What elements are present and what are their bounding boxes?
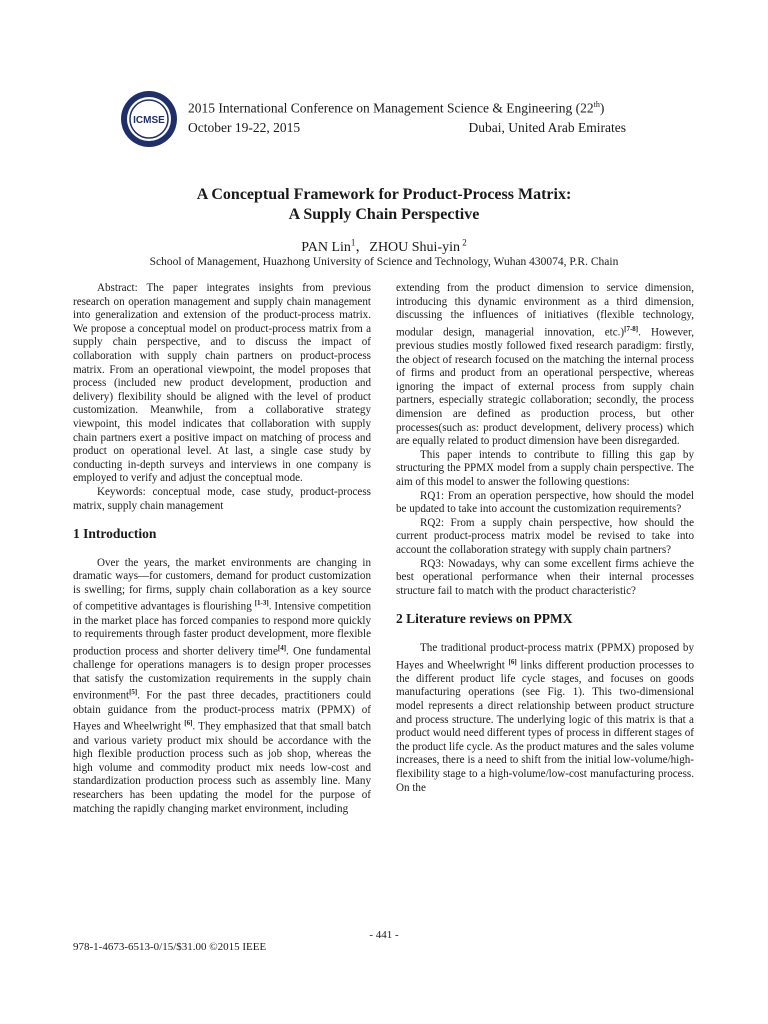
authors: PAN Lin$^1$，ZHOU Shui-yin $^2$ xyxy=(301,237,467,255)
aim-paragraph: This paper intends to contribute to filling this gap by structuring the PPMX model from a supply chain perspective. The aim of this model to answer the following questions: xyxy=(396,448,694,488)
svg-text:ICMSE: ICMSE xyxy=(133,115,165,126)
conference-name: 2015 International Conference on Management Science & Engineering (22th) xyxy=(188,100,605,116)
right-column xyxy=(396,282,694,795)
conference-place: Dubai, United Arab Emirates xyxy=(468,120,626,135)
research-question-2: RQ2: From a supply chain perspective, how should the current product-process matrix model be revised to take into account the collaboration strategy with supply chain partners? xyxy=(396,516,694,556)
left-column xyxy=(73,282,371,816)
conference-logo-icon xyxy=(120,90,178,148)
introduction-paragraph-continued: extending from the product dimension to service dimension, introducing this dynamic environment as a third dimension, discussing the influences of initiatives (flexible technology, modular design, managerial innovation, etc.)[7-8]. However, previous studies mostly followed fixed research paradigm: firstly, the object of research focused on the matching the internal process of firms and product from an operational perspective, whereas ignoring the impact of external process from supply chain partners, especially strategic collaboration; secondly, the process dimension are defined as production process, but other processes(such as: product development, delivery process) which are equally related to product dimension have been disregarded. xyxy=(396,282,694,448)
affiliation: School of Management, Huazhong University of Science and Technology, Wuhan 430074, P.R. Chain xyxy=(149,256,619,268)
conference-header xyxy=(120,90,640,150)
paper-title-line-1: A Conceptual Framework for Product-Process Matrix: xyxy=(196,186,572,203)
research-question-3: RQ3: Nowadays, why can some excellent firms achieve the best operational performance when their internal processes structure fail to match with the product characteristic? xyxy=(396,557,694,597)
literature-paragraph: The traditional product-process matrix (PPMX) proposed by Hayes and Wheelwright [6] links different production processes to the different product life cycle stages, and focuses on goods manufacturing operations (see Fig. 1). This two-dimensional model represents a direct relationship between product structure and process structure. The underlying logic of this matrix is that a product would need different types of process in different stages of the product life cycle. As the product matures and the sales volume increases, there is a need to shift from the initial low-volume/high-flexibility stage to a high-volume/low-cost manufacturing process. On the xyxy=(396,641,694,794)
introduction-paragraph: Over the years, the market environments are changing in dramatic ways—for customers, demand for product customization is swelling; for firms, supply chain collaboration as a key source of competitive advantages is flourishing [1-3]. Intensive competition in the market place has forced companies to respond more quickly to requirements through faster product development, more flexible production process and shorter delivery time[4]. One fundamental challenge for operations managers is to design proper processes that satisfy the customization requirements in the supply chain environment[5]. For the past three decades, practitioners could obtain guidance from the product-process matrix (PPMX) of Hayes and Wheelwright [6]. They emphasized that that small batch and various variety product mix should be accordance with the high flexible production process such as job shop, whereas the high volume and commodity product mix needs low-cost and standardization production process such as assembly line. Many researchers has been updating the model for the purpose of matching the rapidly changing market environment, including xyxy=(73,556,372,815)
abstract: Abstract: The paper integrates insights from previous research on operation management and supply chain management into generalization and extension of the product-process matrix. We propose a conceptual model on product-process matrix from a supply chain perspective, and to discuss the impact of collaboration with supply chain partners on product-process matrix. From an operational viewpoint, the model proposes that process (included new product development, production and delivery) flexibility should be aligned with the level of product customization. Meanwhile, from a collaborative strategy viewpoint, this model indicates that collaboration with supply chain partners exert a positive impact on matching of process and product on operational level. At last, a single case study by conducting in-depth surveys and interviews in one company is employed to verify and adjust the conceptual mode. xyxy=(73,282,371,485)
research-question-1: RQ1: From an operation perspective, how should the model be updated to take into account the customization requirements? xyxy=(396,489,694,516)
paper-title-line-2: A Supply Chain Perspective xyxy=(288,206,480,223)
section-heading-literature: 2 Literature reviews on PPMX xyxy=(396,611,573,627)
isbn-copyright: 978-1-4673-6513-0/15/$31.00 ©2015 IEEE xyxy=(73,941,267,953)
conference-date: October 19-22, 2015 xyxy=(188,120,301,135)
section-heading-introduction: 1 Introduction xyxy=(73,526,157,542)
keywords: Keywords: conceptual mode, case study, product-process matrix, supply chain management xyxy=(73,485,371,512)
page-number: - 441 - xyxy=(369,929,399,941)
